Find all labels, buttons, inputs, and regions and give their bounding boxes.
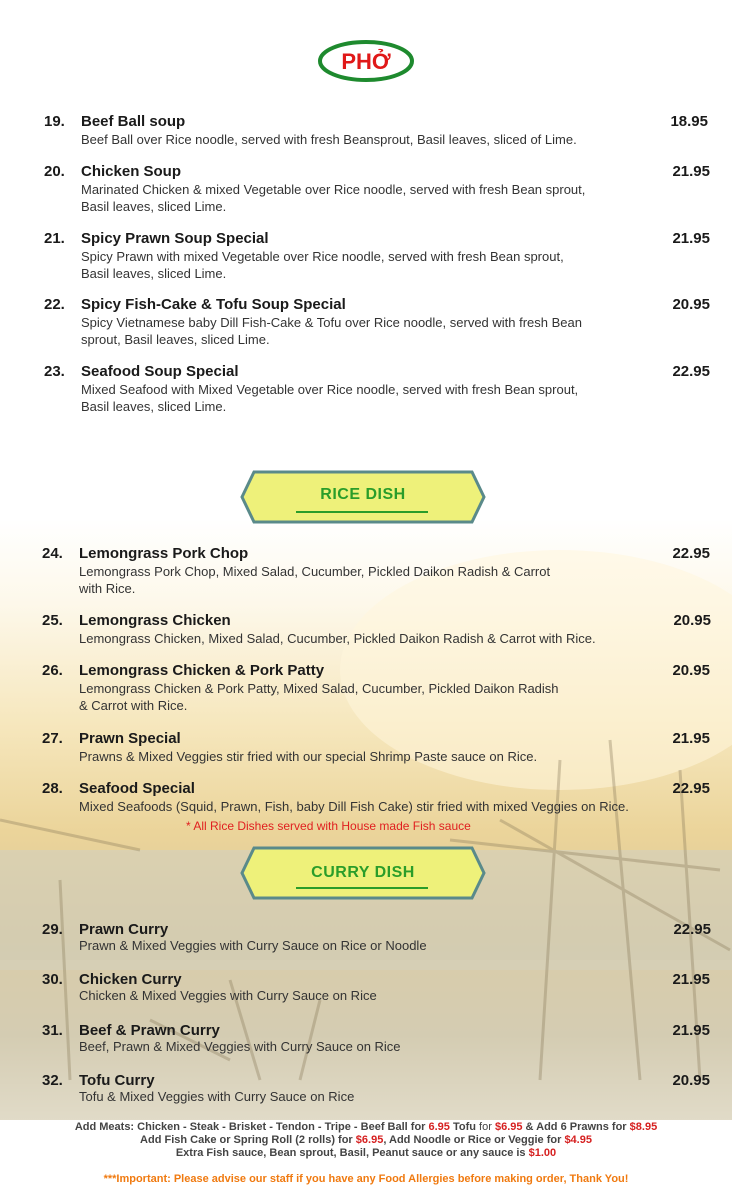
add-ons-info bbox=[0, 1121, 732, 1160]
item-number: 25. bbox=[42, 612, 63, 629]
item-price: 20.95 bbox=[673, 612, 711, 629]
item-name: Seafood Soup Special bbox=[81, 363, 239, 380]
item-number: 24. bbox=[42, 545, 63, 562]
description-line: Chicken & Mixed Veggies with Curry Sauce on Rice bbox=[79, 988, 377, 1003]
item-number: 28. bbox=[42, 780, 63, 797]
item-price: 20.95 bbox=[672, 296, 710, 313]
item-name: Beef & Prawn Curry bbox=[79, 1022, 220, 1039]
item-description bbox=[79, 631, 596, 648]
description-line: Prawn & Mixed Veggies with Curry Sauce on Rice or Noodle bbox=[79, 938, 427, 953]
description-line: Spicy Vietnamese baby Dill Fish-Cake & Tofu over Rice noodle, served with fresh Bean bbox=[81, 315, 582, 330]
item-number: 22. bbox=[44, 296, 65, 313]
item-name: Chicken Soup bbox=[81, 163, 182, 180]
item-price: 21.95 bbox=[672, 1022, 710, 1039]
item-description bbox=[81, 182, 585, 215]
logo-text: PHỞ bbox=[341, 49, 391, 74]
item-description bbox=[81, 249, 564, 282]
item-description bbox=[79, 799, 629, 816]
item-name: Beef Ball soup bbox=[81, 113, 186, 130]
curry-dish-banner bbox=[240, 846, 486, 900]
item-number: 23. bbox=[44, 363, 65, 380]
description-line: & Carrot with Rice. bbox=[79, 697, 188, 713]
item-number: 29. bbox=[42, 921, 63, 938]
description-line: Basil leaves, sliced Lime. bbox=[81, 398, 227, 414]
item-price: 22.95 bbox=[672, 363, 710, 380]
description-line: Beef Ball over Rice noodle, served with fresh Beansprout, Basil leaves, sliced of Lime. bbox=[81, 132, 577, 147]
allergy-notice: ***Important: Please advise our staff if you have any Food Allergies before making order, Thank You! bbox=[103, 1173, 629, 1185]
pho-logo bbox=[318, 40, 414, 82]
item-name: Seafood Special bbox=[79, 780, 195, 797]
add-meats-line: Add Meats: Chicken - Steak - Brisket - Tendon - Tripe - Beef Ball for 6.95 Tofu for $6.95 & Add 6 Prawns for $8.95 bbox=[74, 1121, 658, 1133]
item-number: 32. bbox=[42, 1072, 63, 1089]
item-number: 27. bbox=[42, 730, 63, 747]
item-price: 22.95 bbox=[673, 921, 711, 938]
item-price: 20.95 bbox=[672, 662, 710, 679]
item-description bbox=[79, 1089, 354, 1106]
item-name: Prawn Curry bbox=[79, 921, 169, 938]
description-line: Spicy Prawn with mixed Vegetable over Rice noodle, served with fresh Bean sprout, bbox=[81, 249, 564, 264]
item-name: Chicken Curry bbox=[79, 971, 182, 988]
item-description bbox=[81, 315, 582, 348]
item-name: Lemongrass Chicken bbox=[79, 612, 231, 629]
item-price: 21.95 bbox=[672, 230, 710, 247]
description-line: Basil leaves, sliced Lime. bbox=[81, 198, 227, 214]
item-description bbox=[79, 1039, 401, 1056]
description-line: Mixed Seafoods (Squid, Prawn, Fish, baby Dill Fish Cake) stir fried with mixed Veggies on Rice. bbox=[79, 799, 629, 814]
item-description bbox=[81, 132, 577, 149]
item-name: Prawn Special bbox=[79, 730, 181, 747]
item-name: Spicy Fish-Cake & Tofu Soup Special bbox=[81, 296, 346, 313]
item-number: 21. bbox=[44, 230, 65, 247]
item-name: Spicy Prawn Soup Special bbox=[81, 230, 269, 247]
description-line: Beef, Prawn & Mixed Veggies with Curry Sauce on Rice bbox=[79, 1039, 401, 1054]
extra-sauce-line: Extra Fish sauce, Bean sprout, Basil, Peanut sauce or any sauce is $1.00 bbox=[175, 1147, 557, 1159]
item-price: 21.95 bbox=[672, 971, 710, 988]
item-name: Lemongrass Chicken & Pork Patty bbox=[79, 662, 325, 679]
item-number: 31. bbox=[42, 1022, 63, 1039]
item-price: 22.95 bbox=[672, 545, 710, 562]
rice-dish-title: RICE DISH bbox=[320, 486, 406, 503]
item-price: 21.95 bbox=[672, 163, 710, 180]
description-line: Lemongrass Chicken & Pork Patty, Mixed Salad, Cucumber, Pickled Daikon Radish bbox=[79, 681, 559, 696]
add-fishcake-line: Add Fish Cake or Spring Roll (2 rolls) for $6.95, Add Noodle or Rice or Veggie for $4.95 bbox=[140, 1134, 592, 1146]
description-line: Basil leaves, sliced Lime. bbox=[81, 265, 227, 281]
rice-dish-banner bbox=[240, 470, 486, 524]
item-price: 22.95 bbox=[672, 780, 710, 797]
item-description bbox=[79, 564, 550, 597]
description-line: Prawns & Mixed Veggies stir fried with our special Shrimp Paste sauce on Rice. bbox=[79, 749, 538, 764]
item-name: Lemongrass Pork Chop bbox=[79, 545, 249, 562]
rice-dish-note: * All Rice Dishes served with House made Fish sauce bbox=[186, 819, 471, 833]
item-description bbox=[79, 681, 559, 714]
item-price: 18.95 bbox=[670, 113, 708, 130]
item-number: 19. bbox=[44, 113, 65, 130]
curry-dish-title: CURRY DISH bbox=[311, 864, 415, 881]
description-line: Lemongrass Chicken, Mixed Salad, Cucumber, Pickled Daikon Radish & Carrot with Rice. bbox=[79, 631, 596, 646]
item-name: Tofu Curry bbox=[79, 1072, 155, 1089]
item-number: 30. bbox=[42, 971, 63, 988]
description-line: with Rice. bbox=[79, 580, 136, 596]
item-description bbox=[81, 382, 578, 415]
description-line: Lemongrass Pork Chop, Mixed Salad, Cucumber, Pickled Daikon Radish & Carrot bbox=[79, 564, 551, 579]
item-price: 20.95 bbox=[672, 1072, 710, 1089]
description-line: Tofu & Mixed Veggies with Curry Sauce on Rice bbox=[79, 1089, 355, 1104]
item-price: 21.95 bbox=[672, 730, 710, 747]
item-number: 26. bbox=[42, 662, 63, 679]
description-line: Mixed Seafood with Mixed Vegetable over Rice noodle, served with fresh Bean sprout, bbox=[81, 382, 579, 397]
description-line: sprout, Basil leaves, sliced Lime. bbox=[81, 331, 270, 347]
description-line: Marinated Chicken & mixed Vegetable over Rice noodle, served with fresh Bean sprout, bbox=[81, 182, 586, 197]
item-number: 20. bbox=[44, 163, 65, 180]
item-description bbox=[79, 988, 377, 1005]
item-description bbox=[79, 749, 537, 766]
item-description bbox=[79, 938, 427, 955]
